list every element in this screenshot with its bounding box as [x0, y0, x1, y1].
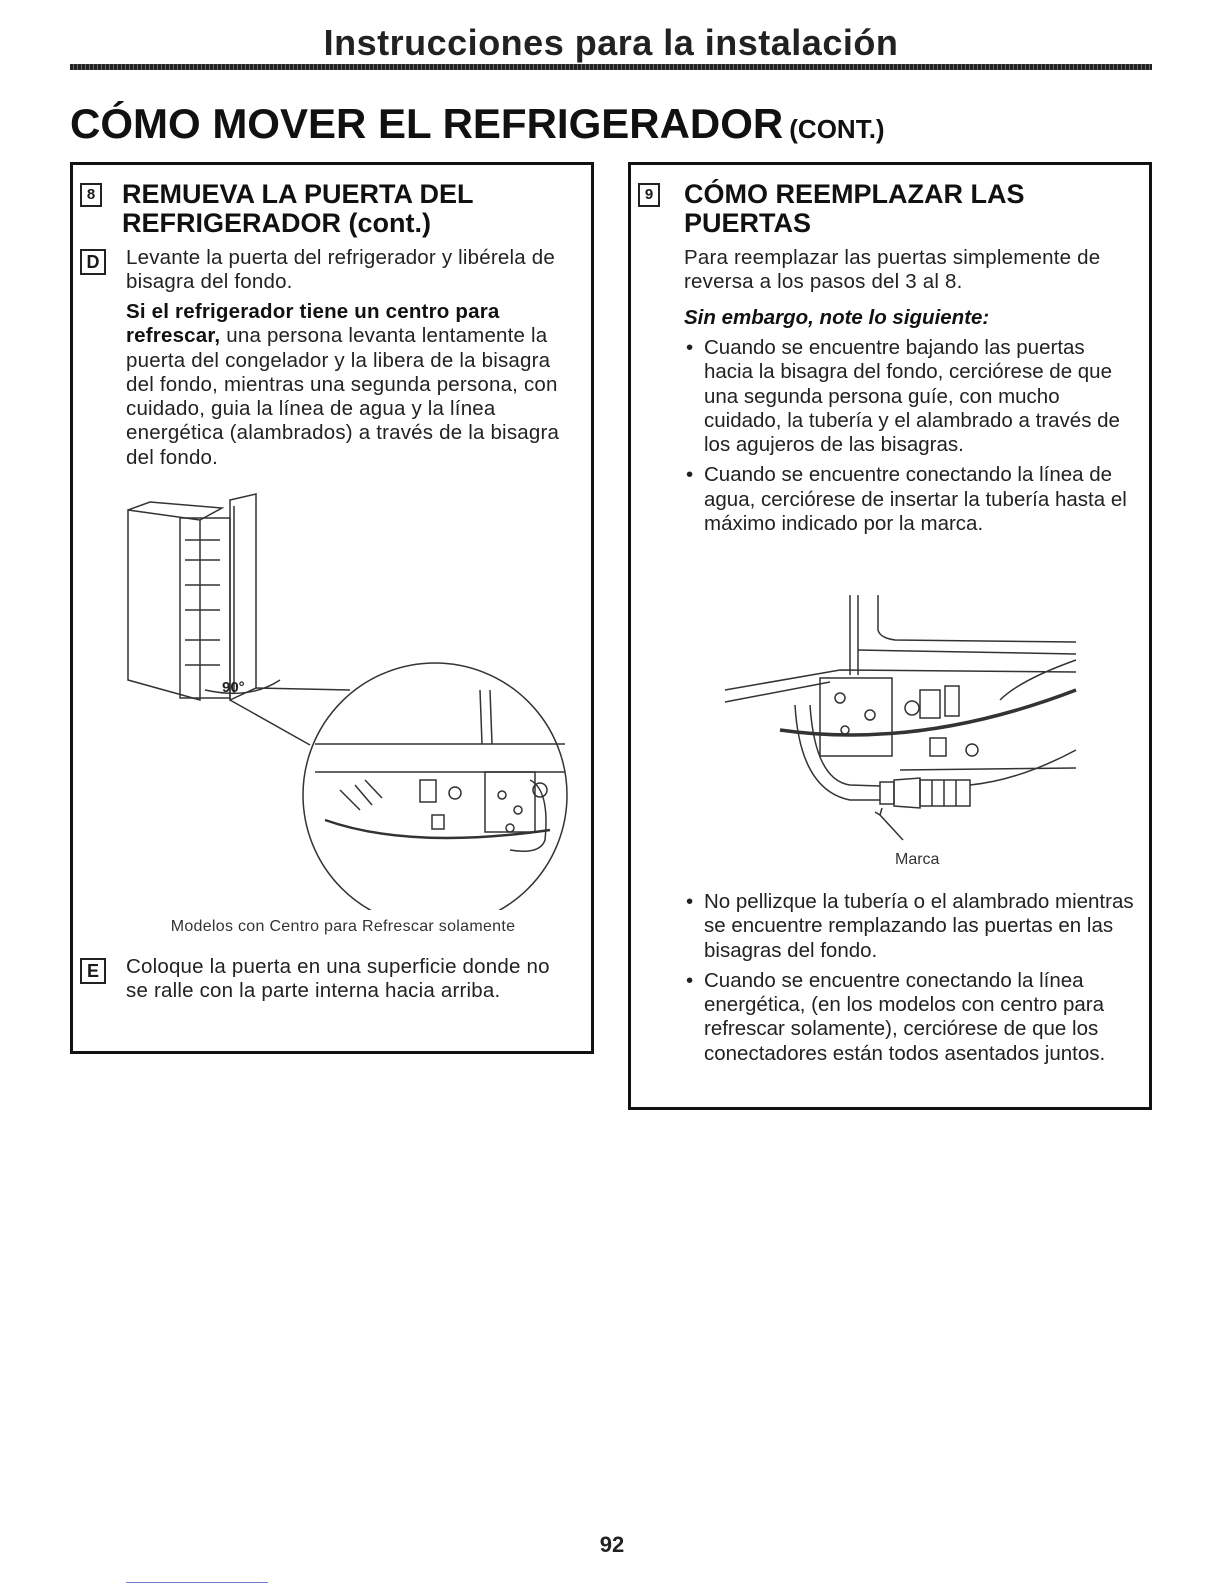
- header-rule: [70, 64, 1152, 70]
- list-item: • Cuando se encuentre bajando las puertas hacia la bisagra del fondo, cerciórese de que una segunda persona guíe, con mucho cuidado, la tubería y el alambrado a través de los agujeros de las bisagras.: [686, 336, 1136, 457]
- step-d-bold-lead: Si el refrigerador tiene un centro para refrescar,: [126, 300, 500, 348]
- step-e-text: Coloque la puerta en una superficie donde no se ralle con la parte interna hacia arriba.: [126, 955, 550, 1003]
- step-badge-e: E: [80, 958, 106, 984]
- step-badge-d: D: [80, 249, 106, 275]
- marca-label: Marca: [895, 851, 940, 868]
- hinge-water-line-illustration: [720, 590, 1090, 870]
- angle-label: 90°: [222, 679, 245, 696]
- list-item: • No pellizque la tubería o el alambrado mientras se encuentre remplazando las puertas en las bisagras del fondo.: [686, 890, 1136, 963]
- notes-list-top: [686, 336, 1136, 542]
- note-heading: Sin embargo, note lo siguiente:: [684, 306, 990, 329]
- main-title-cont: (CONT.): [789, 114, 885, 144]
- step-d-note: [126, 300, 581, 470]
- page-header: Instrucciones para la instalación: [323, 22, 899, 63]
- replace-intro: Para reemplazar las puertas simplemente de reversa a los pasos del 3 al 8.: [684, 246, 1101, 294]
- list-item: • Cuando se encuentre conectando la línea energética, (en los modelos con centro para refrescar solamente), cerciórese de que los conectadores están todos asentados juntos.: [686, 969, 1136, 1066]
- step-d-text: Levante la puerta del refrigerador y libérela de bisagra del fondo.: [126, 246, 555, 294]
- footer-link-line: [126, 1582, 268, 1583]
- page-number: 92: [599, 1532, 625, 1557]
- notes-list-bottom: [686, 890, 1136, 1072]
- refrigerator-door-illustration: [110, 490, 580, 910]
- main-title: [70, 100, 885, 148]
- section-number-badge-9: 9: [638, 183, 660, 207]
- illustration-caption: Modelos con Centro para Refrescar solamente: [170, 918, 516, 935]
- section-title-remove-door: REMUEVA LA PUERTA DEL REFRIGERADOR (cont.): [122, 179, 474, 238]
- list-item: • Cuando se encuentre conectando la línea de agua, cerciórese de insertar la tubería hasta el máximo indicado por la marca.: [686, 463, 1136, 536]
- section-number-badge: 8: [80, 183, 102, 207]
- main-title-text: CÓMO MOVER EL REFRIGERADOR: [70, 100, 784, 147]
- step-d-continued: una persona levanta lentamente la puerta del congelador y la libera de la bisagra del fondo, mientras una segunda persona, con cuidado, guia la línea de agua y la línea energética (alambrados) a través de la bisagra del fondo.: [126, 324, 560, 469]
- section-title-replace-doors: CÓMO REEMPLAZAR LAS PUERTAS: [684, 179, 1025, 238]
